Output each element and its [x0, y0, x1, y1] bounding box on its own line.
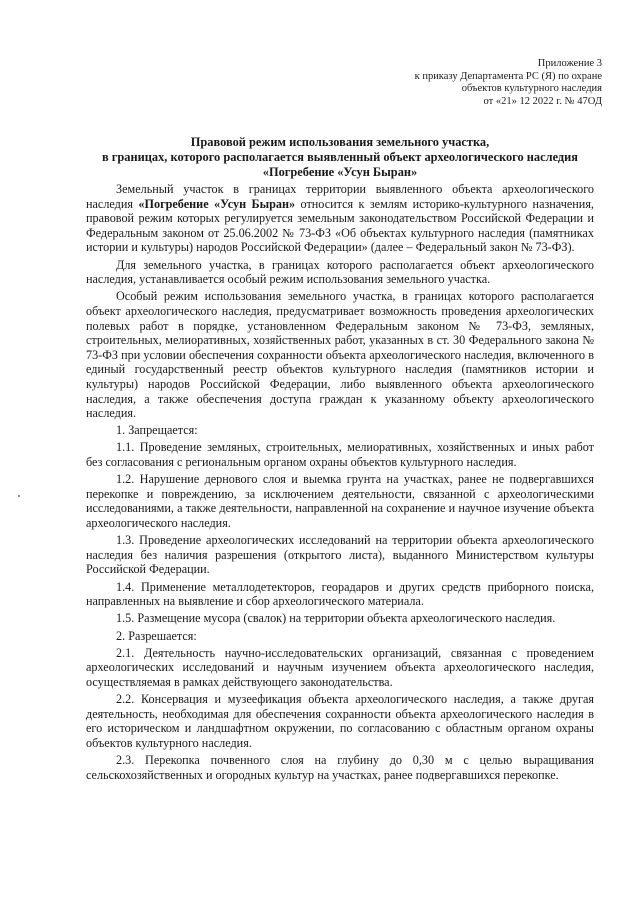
appendix-line-1: Приложение 3 — [537, 58, 602, 69]
item-1-5: 1.5. Размещение мусора (свалок) на территории объекта археологического наследия. — [116, 611, 556, 626]
item-2-2: 2.2. Консервация и музеефикация объекта археологического наследия, а также другая деятельность, необходимая для обеспечения сохранности объекта археологического наследия в его историческом и ландшафтном окружении, по согласованию с областным органом охраны объектов культурного наследия. — [86, 692, 594, 750]
title-line-3: «Погребение «Усун Быран» — [262, 165, 418, 179]
section-1-heading: 1. Запрещается: — [116, 423, 198, 438]
item-2-3: 2.3. Перекопка почвенного слоя на глубину до 0,30 м с целью выращивания сельскохозяйственных и огородных культур на участках, ранее подвергавшихся перекопке. — [86, 753, 594, 782]
item-1-1: 1.1. Проведение земляных, строительных, мелиоративных, хозяйственных и иных работ без согласования с региональным органом охраны объектов культурного наследия. — [86, 440, 594, 470]
section-2-heading: 2. Разрешается: — [116, 628, 197, 643]
appendix-line-4: от «21» 12 2022 г. № 47ОД — [483, 95, 602, 107]
appendix-line-2: к приказу Департамента РС (Я) по охране — [414, 70, 602, 82]
paragraph-1-end: относится к землям историко-культурного назначения, правовой режим которых регулируется земельным законодательством Российской Федерации и Федеральным законом от 25.06.2002 № 73-ФЗ «Об объектах культурного наследия (памятниках истории и культуры) народов Российской Федерации» (далее – Федеральный закон № 73-ФЗ). — [86, 196, 594, 255]
document-title — [80, 135, 600, 180]
title-line-2: в границах, которого располагается выявленный объект археологического наследия — [101, 150, 579, 164]
appendix-line-3: объектов культурного наследия — [461, 83, 602, 94]
paragraph-1-start: Земельный участок в границах территории выявленного объекта археологического наследия — [86, 182, 594, 211]
document-body — [86, 182, 594, 785]
title-line-1: Правовой режим использования земельного участка, — [190, 135, 490, 149]
paragraph-2: Для земельного участка, в границах которого располагается объект археологического наследия, устанавливается особый режим использования земельного участка. — [86, 257, 594, 287]
item-2-1: 2.1. Деятельность научно-исследовательских организаций, связанная с проведением археологических исследований и научным изучением объекта археологического наследия, осуществляемая в рамках действующего законодательства. — [86, 645, 594, 689]
item-1-2: 1.2. Нарушение дернового слоя и выемка грунта на участках, ранее не подвергавшихся перекопке и повреждению, за исключением деятельности, связанной с археологическими исследованиями, а также деятельности, направленной на сохранение и научное изучение объекта археологического наследия. — [86, 472, 594, 531]
item-1-3: 1.3. Проведение археологических исследований на территории объекта археологического наследия без наличия разрешения (открытого листа), выданного Министерством культуры Российской Федерации. — [86, 533, 594, 577]
paragraph-3: Особый режим использования земельного участка, в границах которого располагается объект археологического наследия, предусматривает возможность проведения археологических полевых работ в порядке, установленном Федеральным законом № 73-ФЗ, земляных, строительных, мелиоративных, хозяйственных работ, указанных в ст. 30 Федерального закона № 73-ФЗ при условии обеспечения сохранности объекта археологического наследия, включенного в единый государственный реестр объектов культурного наследия (памятников истории и культуры) народов Российской Федерации, либо выявленного объекта археологического наследия, а также обеспечения доступа граждан к указанному объекту археологического наследия. — [86, 289, 594, 421]
object-name: «Погребение «Усун Быран» — [138, 196, 296, 211]
scan-speck — [18, 495, 20, 497]
appendix-header — [352, 58, 602, 108]
item-1-4: 1.4. Применение металлодетекторов, георадаров и других средств приборного поиска, направленных на выявление и сбор археологического материала. — [86, 579, 594, 609]
paragraph-1 — [86, 182, 594, 255]
